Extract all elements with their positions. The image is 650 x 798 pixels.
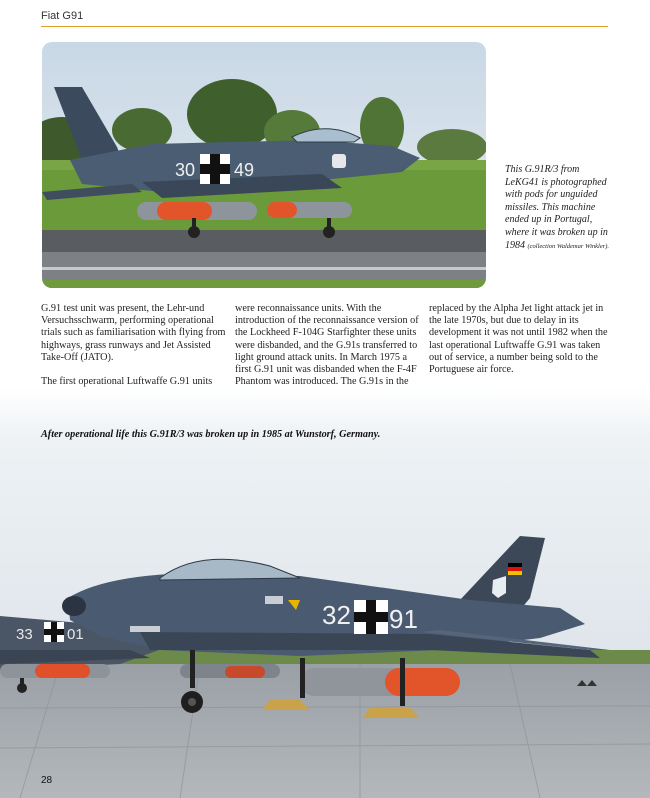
top-plane-number-left: 30 [175,160,196,180]
caption-top [505,164,613,253]
column-1 [41,303,227,400]
column-3 [429,303,615,388]
photo-bottom [0,388,650,798]
photo-top [42,42,486,288]
col3-para-1: replaced by the Alpha Jet light attack jet in the late 1970s, but due to delay in its development it was not until 1982 when the last operational Luftwaffe G.91 was taken out of service, a number being sold to the Portuguese air force. [429,303,608,376]
col2-para-1: were reconnaissance units. With the introduction of the reconnaissance version of the Lockheed F-104G Starfighter these units were disbanded, and the G.91s transferred to light ground attack units. In March 1975 a first G.91 unit was disbanded when the F-4F Phantom was introduced. The G.91s in the [235,303,419,388]
page-number: 28 [41,775,53,786]
main-plane-number-right: 91 [389,604,418,634]
second-plane-number-right: 01 [67,626,84,643]
top-plane-number-right: 49 [234,160,255,180]
caption-top-text: This G.91R/3 from LeKG41 is photographed with pods for unguided missiles. This machine ended up in Portugal, where it was broken up in 1984 [505,164,608,251]
col1-para-2: The first operational Luftwaffe G.91 units [41,376,213,388]
running-header: Fiat G91 [41,10,84,22]
header-rule [41,26,608,27]
caption-top-credit: (collection Waldemar Winkler). [527,242,610,250]
photo-top-illustration [42,42,486,288]
col1-para-1: G.91 test unit was present, the Lehr-und Versuchsschwarm, performing operational trials such as familiarisation with flying from highways, grass runways and Jet Assisted Take-Off (JATO). [41,303,226,363]
photo-bottom-illustration [0,388,650,798]
main-plane-number-left: 32 [322,600,351,630]
caption-bottom: After operational life this G.91R/3 was broken up in 1985 at Wunstorf, Germany. [41,429,381,440]
second-plane-number-left: 33 [16,626,33,643]
